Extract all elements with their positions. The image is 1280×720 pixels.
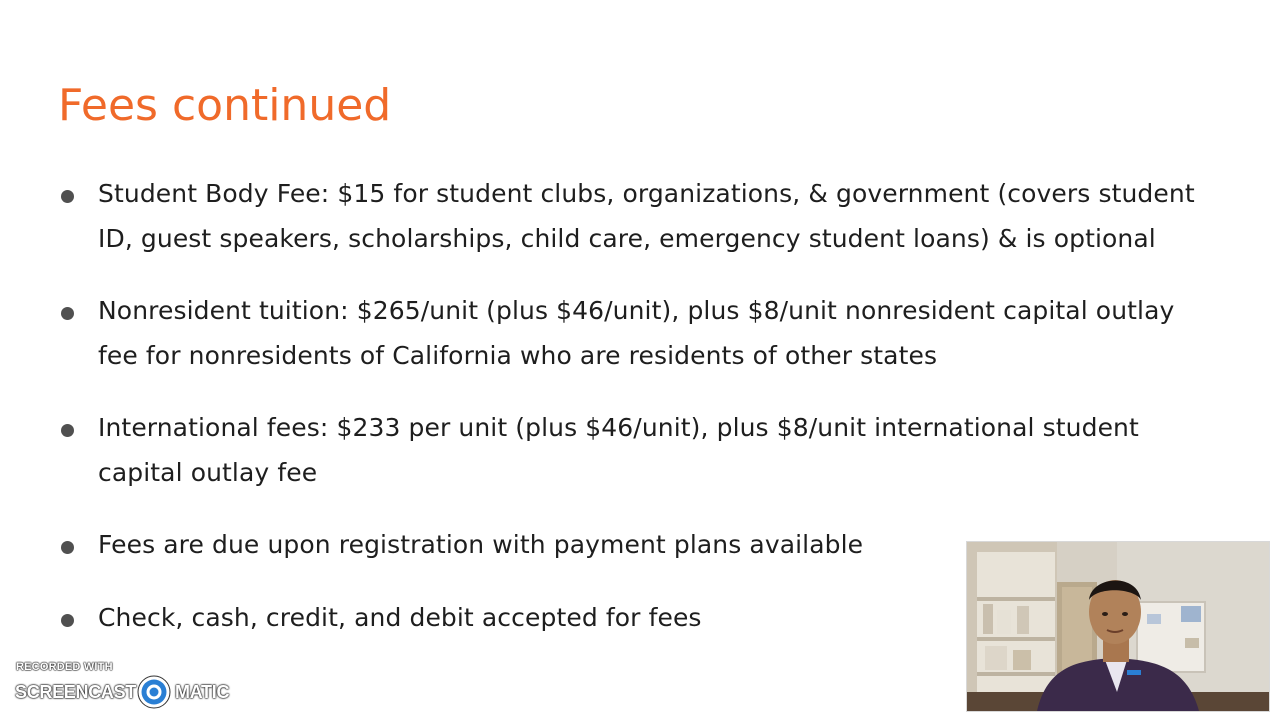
bullet-dot-icon xyxy=(61,190,74,203)
bullet-dot-icon xyxy=(61,424,74,437)
webcam-presenter-icon xyxy=(967,542,1269,711)
watermark-brand xyxy=(15,675,245,709)
watermark-recorded-with: RECORDED WITH xyxy=(16,661,113,673)
bullet-line: International fees: $233 per unit (plus $46/unit), plus $8/unit international student xyxy=(98,413,1139,442)
bullet-text xyxy=(98,406,1233,495)
watermark-brand-left: SCREENCAST xyxy=(15,682,137,702)
bullet-text xyxy=(98,289,1233,378)
webcam-overlay[interactable] xyxy=(966,541,1270,712)
bullet-dot-icon xyxy=(61,307,74,320)
bullet-dot-icon xyxy=(61,614,74,627)
bullet-dot-icon xyxy=(61,541,74,554)
bullet-line: Nonresident tuition: $265/unit (plus $46/unit), plus $8/unit nonresident capital outlay xyxy=(98,296,1175,325)
watermark-brand-right: MATIC xyxy=(175,682,230,702)
screencast-o-matic-logo-icon xyxy=(137,675,171,709)
bullet-line: Fees are due upon registration with payment plans available xyxy=(98,530,864,559)
bullet-line: Student Body Fee: $15 for student clubs, organizations, & government (covers student xyxy=(98,179,1195,208)
bullet-line: fee for nonresidents of California who are residents of other states xyxy=(98,340,938,370)
screencast-watermark xyxy=(15,661,245,711)
bullet-line: capital outlay fee xyxy=(98,457,318,487)
bullet-line: Check, cash, credit, and debit accepted for fees xyxy=(98,603,702,632)
bullet-text xyxy=(98,172,1233,261)
slide-title: Fees continued xyxy=(58,80,392,131)
bullet-line: ID, guest speakers, scholarships, child care, emergency student loans) & is optional xyxy=(98,223,1156,253)
